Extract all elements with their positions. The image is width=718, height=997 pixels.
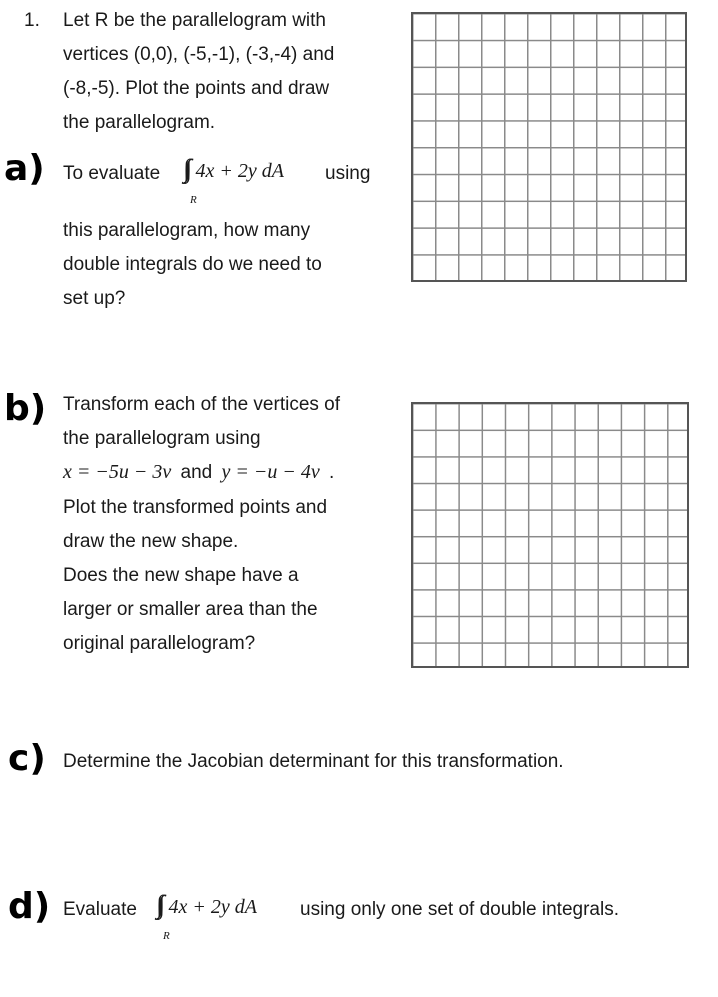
integrand-a: 4x + 2y dA	[195, 160, 284, 182]
integrand-d: 4x + 2y dA	[168, 896, 257, 918]
part-b-line-2: the parallelogram using	[63, 428, 261, 449]
part-d-text-before: Evaluate	[63, 899, 137, 920]
part-a-line-2: double integrals do we need to	[63, 254, 322, 275]
integral-region-a: R	[190, 194, 197, 206]
part-b-line-4: draw the new shape.	[63, 531, 239, 552]
problem-intro-line-2: vertices (0,0), (-5,-1), (-3,-4) and	[63, 44, 335, 65]
part-b-line-5: Does the new shape have a	[63, 565, 299, 586]
problem-intro-line-4: the parallelogram.	[63, 112, 216, 133]
graph-grid-transformed	[411, 402, 689, 668]
part-a-line-3: set up?	[63, 288, 126, 309]
part-a-marker: a)	[4, 148, 45, 189]
part-b-line-7: original parallelogram?	[63, 633, 256, 654]
part-b-marker: b)	[4, 388, 47, 429]
transform-y-equation: y = −u − 4v	[221, 461, 320, 483]
transform-period: .	[329, 462, 335, 483]
problem-intro-line-1: Let R be the parallelogram with	[63, 10, 326, 31]
part-b-line-3: Plot the transformed points and	[63, 497, 328, 518]
transformation-equations	[63, 455, 334, 490]
double-integral-d	[158, 890, 257, 920]
part-c-text: Determine the Jacobian determinant for this transformation.	[63, 751, 564, 772]
part-b-line-1: Transform each of the vertices of	[63, 394, 341, 415]
double-integral-a	[185, 154, 284, 184]
part-c-marker: c)	[8, 738, 46, 779]
part-d-text-after: using only one set of double integrals.	[300, 899, 619, 920]
graph-grid-original	[411, 12, 687, 282]
part-b-line-6: larger or smaller area than the	[63, 599, 318, 620]
transform-and: and	[180, 462, 213, 483]
problem-number: 1.	[24, 10, 40, 31]
integral-region-d: R	[163, 930, 170, 942]
part-d-marker: d)	[8, 886, 51, 927]
transform-x-equation: x = −5u − 3v	[63, 461, 172, 483]
part-a-text-before: To evaluate	[63, 163, 161, 184]
part-a-line-1: this parallelogram, how many	[63, 220, 311, 241]
problem-intro-line-3: (-8,-5). Plot the points and draw	[63, 78, 330, 99]
part-a-text-after: using	[325, 163, 371, 184]
